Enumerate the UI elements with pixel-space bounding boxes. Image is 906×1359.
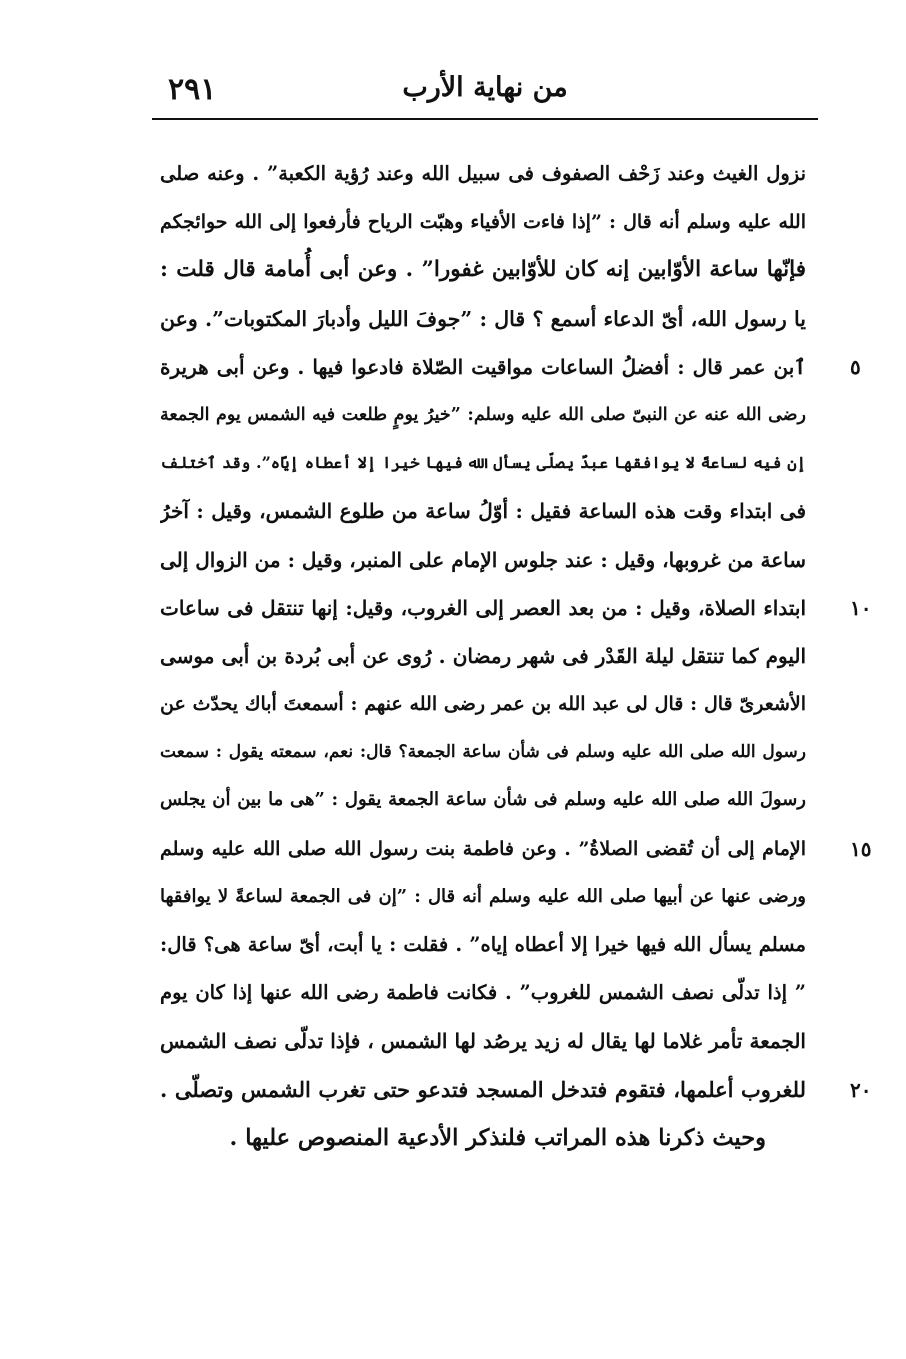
text-line: ” إذا تدلّى نصف الشمس للغروب” . فكانت فاطمة رضى الله عنها إذا كان يوم	[160, 981, 806, 1005]
text-line: الأشعرىّ قال : قال لى عبد الله بن عمر رضى الله عنهم : أسمعتَ أباك يحدّث عن	[160, 693, 806, 716]
running-title: من نهاية الأرب	[402, 72, 568, 103]
text-line: الجمعة تأمر غلاما لها يقال له زيد يرصُد لها الشمس ، فإذا تدلّى نصف الشمس	[160, 1029, 806, 1054]
page-header	[150, 62, 820, 114]
text-line: وحيث ذكرنا هذه المراتب فلنذكر الأدعية المنصوص عليها .	[229, 1124, 766, 1151]
text-line: يا رسول الله، أىّ الدعاء أسمع ؟ قال : ”جوفَ الليل وأدبارَ المكتوبات”. وعن	[160, 306, 806, 331]
text-line: ساعة من غروبها، وقيل : عند جلوس الإمام على المنبر، وقيل : من الزوال إلى	[160, 547, 806, 572]
text-line: رسول الله صلى الله عليه وسلم فى شأن ساعة الجمعة؟ قال: نعم، سمعته يقول : سمعت	[160, 742, 806, 763]
text-line: نزول الغيث وعند زَحْف الصفوف فى سبيل الله وعند رُؤية الكعبة” . وعنه صلى	[160, 162, 806, 185]
text-line: ورضى عنها عن أبيها صلى الله عليه وسلم أنه قال : ”إن فى الجمعة لساعةً لا يوافقها	[160, 885, 806, 907]
text-line: الإمام إلى أن تُقضى الصلاةُ” . وعن فاطمة بنت رسول الله صلى الله عليه وسلم	[160, 837, 806, 860]
text-line: للغروب أعلمها، فتقوم فتدخل المسجد فتدعو حتى تغرب الشمس وتصلّى .	[160, 1076, 806, 1102]
text-line: الله عليه وسلم أنه قال : ”إذا فاءت الأفياء وهبّت الرياح فأرفعوا إلى الله حوائجكم	[160, 211, 806, 234]
margin-line-number: ٥	[850, 354, 861, 379]
text-line: فإنّها ساعة الأوّابين إنه كان للأوّابين غفورا” . وعن أبى أُمامة قال قلت :	[160, 257, 806, 283]
margin-line-number: ١٠	[850, 595, 872, 620]
text-line: إن فيه لساعةً لا يوافقها عبدٌ يصلّى يسأل الله فيها خيرا إلا أعطاه إيّاه”. وقد ٱختلف	[160, 453, 806, 473]
page-number: ٢٩١	[168, 72, 217, 107]
text-line: اليوم كما تنتقل ليلة القَدْر فى شهر رمضان . رُوى عن أبى بُردة بن أبى موسى	[160, 643, 806, 668]
margin-line-number: ١٥	[850, 836, 872, 861]
text-line: مسلم يسأل الله فيها خيرا إلا أعطاه إياه” . فقلت : يا أبت، أىّ ساعة هى؟ قال:	[160, 933, 806, 956]
text-line: ٱبن عمر قال : أفضلُ الساعات مواقيت الصّلاة فادعوا فيها . وعن أبى هريرة	[160, 354, 806, 379]
header-rule	[152, 118, 818, 120]
body-text	[160, 150, 806, 1162]
text-line: رسولَ الله صلى الله عليه وسلم فى شأن ساعة الجمعة يقول : ”هى ما بين أن يجلس	[160, 789, 806, 811]
text-line: رضى الله عنه عن النبىّ صلى الله عليه وسلم: ”خيرُ يومٍ طلعت فيه الشمس يوم الجمعة	[160, 404, 806, 425]
text-line: فى ابتداء وقت هذه الساعة فقيل : أوّلُ ساعة من طلوع الشمس، وقيل : آخرُ	[160, 499, 806, 524]
text-line: ابتداء الصلاة، وقيل : من بعد العصر إلى الغروب، وقيل: إنها تنتقل فى ساعات	[160, 595, 806, 620]
margin-line-number: ٢٠	[850, 1077, 872, 1102]
